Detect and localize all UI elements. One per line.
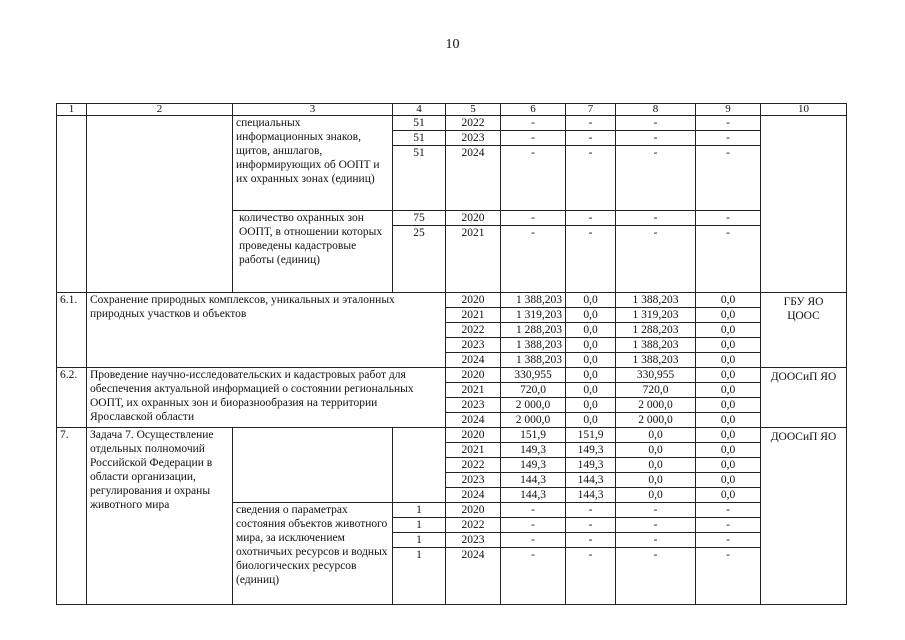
header-cell: 6	[501, 104, 566, 116]
cell-value: 1 388,203	[501, 353, 566, 368]
cell-year: 2023	[446, 338, 501, 353]
cell-value: 1 388,203	[616, 353, 696, 368]
item-executor: ДООСиП ЯО	[761, 428, 847, 605]
cell-value: -	[696, 211, 761, 226]
cell-value: 1 319,203	[616, 308, 696, 323]
indicator-text: специальных информационных знаков, щитов, аншлагов, информирующих об ООПТ и их охранных зонах (единиц)	[233, 116, 393, 211]
cell-value: -	[566, 548, 616, 605]
cell-value: 0,0	[566, 323, 616, 338]
cell-year: 2020	[446, 503, 501, 518]
cell-value: 1 388,203	[616, 338, 696, 353]
table-row	[57, 368, 847, 383]
cell-value: -	[616, 211, 696, 226]
cell-value: -	[616, 116, 696, 131]
indicator-text: количество охранных зон ООПТ, в отношении которых проведены кадастровые работы (единиц)	[233, 211, 393, 293]
cell-value: 1 388,203	[501, 293, 566, 308]
cell-value: 1	[393, 503, 446, 518]
cell-year: 2020	[446, 293, 501, 308]
cell-year: 2020	[446, 368, 501, 383]
cell-value: 0,0	[696, 488, 761, 503]
header-cell: 9	[696, 104, 761, 116]
cell-value: 0,0	[566, 368, 616, 383]
cell-value: -	[616, 548, 696, 605]
table-row	[57, 116, 847, 131]
cell-year: 2024	[446, 413, 501, 428]
cell-exec	[761, 116, 847, 293]
cell-value: 0,0	[696, 413, 761, 428]
cell-value: 1 388,203	[616, 293, 696, 308]
cell-year: 2022	[446, 116, 501, 131]
cell-value: -	[696, 146, 761, 211]
cell-value: 144,3	[501, 488, 566, 503]
cell-value: 51	[393, 131, 446, 146]
header-cell: 2	[87, 104, 233, 116]
header-cell: 5	[446, 104, 501, 116]
cell-value: 149,3	[501, 443, 566, 458]
cell-value: 0,0	[616, 458, 696, 473]
cell-value: 0,0	[566, 398, 616, 413]
cell-value: 0,0	[566, 353, 616, 368]
cell-value: 0,0	[696, 473, 761, 488]
cell-value: -	[566, 211, 616, 226]
cell-value: -	[616, 518, 696, 533]
cell-value: 144,3	[501, 473, 566, 488]
item-number: 7.	[57, 428, 87, 605]
cell-year: 2023	[446, 473, 501, 488]
cell-value: 0,0	[566, 293, 616, 308]
item-description: Задача 7. Осуществление отдельных полномочий Российской Федерации в области организации, регулирования и охраны животного мира	[87, 428, 233, 605]
cell-value: -	[501, 533, 566, 548]
item-description: Сохранение природных комплексов, уникальных и эталонных природных участков и объектов	[87, 293, 446, 368]
indicator-text: сведения о параметрах состояния объектов животного мира, за исключением охотничьих ресурсов и водных биологических ресурсов (единиц)	[233, 503, 393, 605]
page-number: 10	[445, 37, 460, 52]
cell-value: 0,0	[696, 368, 761, 383]
cell-year: 2024	[446, 353, 501, 368]
cell-value: 1 319,203	[501, 308, 566, 323]
cell-value: 0,0	[696, 383, 761, 398]
cell-value: -	[566, 503, 616, 518]
cell-value: 0,0	[566, 413, 616, 428]
cell-value: 0,0	[616, 473, 696, 488]
cell-value: 720,0	[616, 383, 696, 398]
cell-value: -	[501, 503, 566, 518]
cell-value: 0,0	[566, 308, 616, 323]
cell-value: -	[566, 146, 616, 211]
header-cell: 4	[393, 104, 446, 116]
cell-value: 720,0	[501, 383, 566, 398]
cell-year: 2021	[446, 383, 501, 398]
cell-value: 144,3	[566, 488, 616, 503]
cell-year: 2023	[446, 131, 501, 146]
cell-year: 2024	[446, 146, 501, 211]
cell-value: 0,0	[696, 428, 761, 443]
cell-year: 2024	[446, 488, 501, 503]
item-number: 6.1.	[57, 293, 87, 368]
cell-year: 2024	[446, 548, 501, 605]
cell-value: -	[696, 548, 761, 605]
cell-value: -	[501, 131, 566, 146]
cell-year: 2022	[446, 518, 501, 533]
cell-value: 0,0	[616, 488, 696, 503]
cell-value: 149,3	[566, 458, 616, 473]
cell-value: 0,0	[696, 293, 761, 308]
cell-value: 144,3	[566, 473, 616, 488]
item-executor: ГБУ ЯО ЦООС	[761, 293, 847, 368]
cell-value: -	[566, 116, 616, 131]
cell-value: 2 000,0	[501, 398, 566, 413]
cell-value: -	[501, 518, 566, 533]
cell-num	[57, 116, 87, 293]
cell-value: 0,0	[566, 338, 616, 353]
cell-year: 2020	[446, 428, 501, 443]
cell-value: 0,0	[696, 323, 761, 338]
cell-year: 2021	[446, 226, 501, 293]
cell-value: 1 288,203	[616, 323, 696, 338]
cell-value: 1	[393, 548, 446, 605]
cell-value: 0,0	[566, 383, 616, 398]
cell-value: -	[696, 226, 761, 293]
header-cell: 8	[616, 104, 696, 116]
cell-value: 0,0	[696, 398, 761, 413]
cell-value: 2 000,0	[616, 398, 696, 413]
cell-value: -	[696, 503, 761, 518]
cell-value: 0,0	[616, 428, 696, 443]
cell-value: 51	[393, 146, 446, 211]
cell-value: 0,0	[696, 338, 761, 353]
cell-value: -	[616, 131, 696, 146]
cell-value: -	[566, 518, 616, 533]
cell-value: -	[501, 146, 566, 211]
header-cell: 1	[57, 104, 87, 116]
cell-value: 149,3	[501, 458, 566, 473]
item-executor: ДООСиП ЯО	[761, 368, 847, 428]
cell-value: -	[501, 116, 566, 131]
table-row	[57, 428, 847, 443]
item-number: 6.2.	[57, 368, 87, 428]
table-row	[57, 293, 847, 308]
cell-value: 0,0	[696, 458, 761, 473]
cell-value: 0,0	[696, 353, 761, 368]
cell-value: -	[501, 548, 566, 605]
cell-value: 151,9	[566, 428, 616, 443]
program-table	[56, 103, 847, 605]
header-row	[57, 104, 847, 116]
cell-value: 330,955	[616, 368, 696, 383]
cell-value: -	[566, 131, 616, 146]
header-cell: 3	[233, 104, 393, 116]
cell-value: 75	[393, 211, 446, 226]
cell-value: 0,0	[696, 443, 761, 458]
cell-value: -	[566, 226, 616, 293]
cell-value: 151,9	[501, 428, 566, 443]
cell-year: 2021	[446, 308, 501, 323]
cell-year: 2022	[446, 458, 501, 473]
item-description: Проведение научно-исследовательских и кадастровых работ для обеспечения актуальной информацией о состоянии региональных ООПТ, их охранных зон и биоразнообразия на территории Ярославской области	[87, 368, 446, 428]
header-cell: 7	[566, 104, 616, 116]
cell-value: -	[696, 131, 761, 146]
cell-value: 2 000,0	[501, 413, 566, 428]
cell-value: 1	[393, 533, 446, 548]
cell-value: -	[616, 226, 696, 293]
cell-value: -	[501, 211, 566, 226]
cell-year: 2022	[446, 323, 501, 338]
cell-value: -	[696, 116, 761, 131]
cell-event	[87, 116, 233, 293]
cell-value: 330,955	[501, 368, 566, 383]
cell-value: -	[616, 146, 696, 211]
cell-value: 1	[393, 518, 446, 533]
cell-value: -	[616, 533, 696, 548]
cell-value: 2 000,0	[616, 413, 696, 428]
cell-year: 2023	[446, 398, 501, 413]
cell-value: -	[616, 503, 696, 518]
cell-year: 2023	[446, 533, 501, 548]
cell-value: 51	[393, 116, 446, 131]
cell-value: -	[501, 226, 566, 293]
cell-value: 1 288,203	[501, 323, 566, 338]
cell-value: 1 388,203	[501, 338, 566, 353]
cell-empty	[393, 428, 446, 503]
cell-value: -	[696, 518, 761, 533]
cell-value: -	[566, 533, 616, 548]
cell-value: 149,3	[566, 443, 616, 458]
cell-value: 25	[393, 226, 446, 293]
cell-year: 2020	[446, 211, 501, 226]
cell-value: -	[696, 533, 761, 548]
cell-value: 0,0	[696, 308, 761, 323]
cell-year: 2021	[446, 443, 501, 458]
header-cell: 10	[761, 104, 847, 116]
cell-value: 0,0	[616, 443, 696, 458]
cell-empty	[233, 428, 393, 503]
